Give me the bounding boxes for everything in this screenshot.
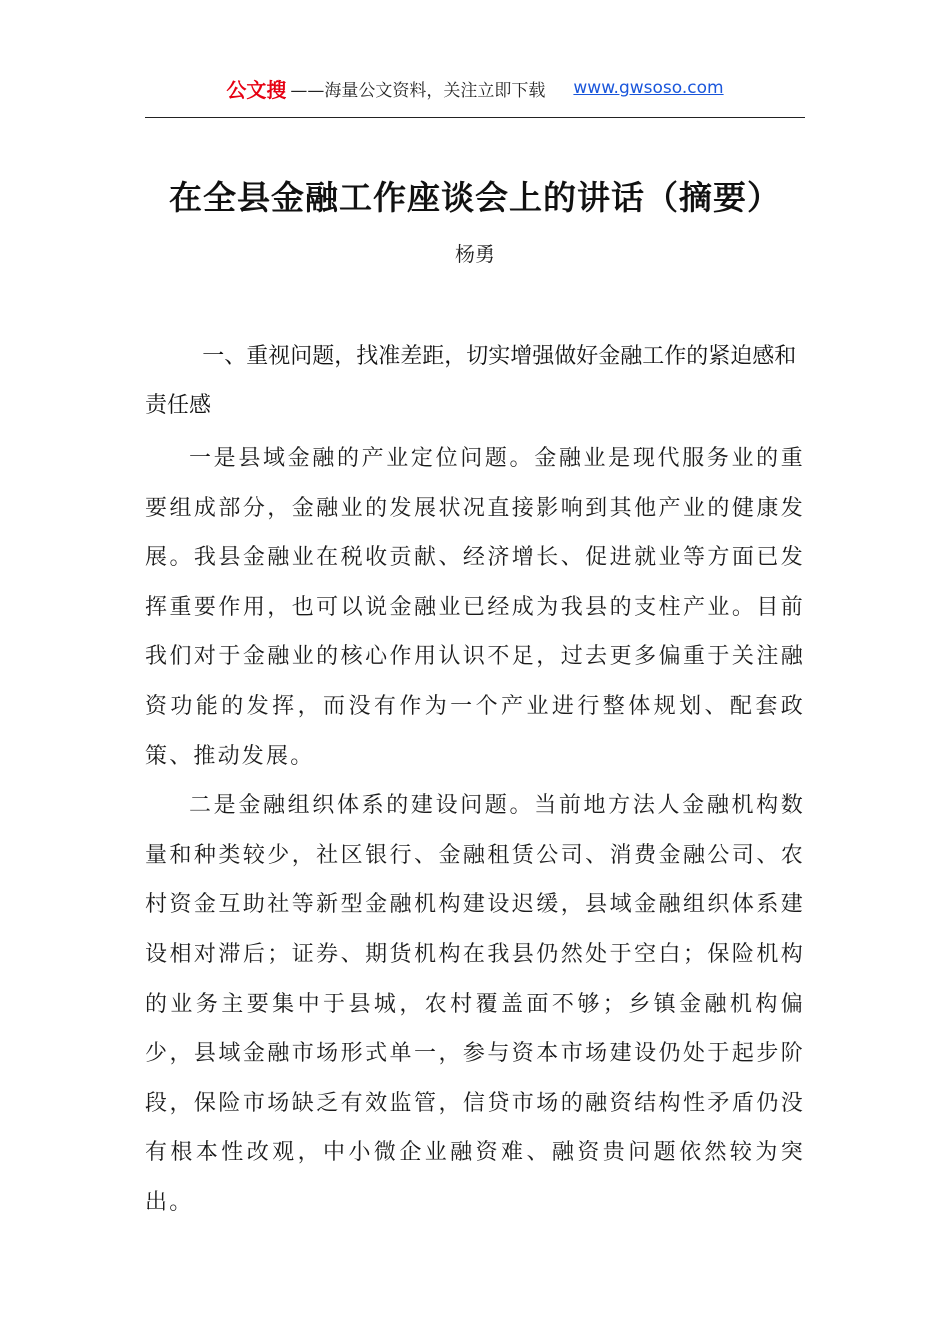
header-tagline: ——海量公文资料，关注立即下载 [290,80,546,101]
website-link[interactable]: www.gwsoso.com [573,78,724,98]
section-heading: 一、重视问题，找准差距，切实增强做好金融工作的紧迫感和责任感 [145,344,797,418]
body-paragraph: 一是县域金融的产业定位问题。金融业是现代服务业的重要组成部分，金融业的发展状况直接影响到其他产业的健康发展。我县金融业在税收贡献、经济增长、促进就业等方面已发挥重要作用，也可以说金融业已经成为我县的支柱产业。目前我们对于金融业的核心作用认识不足，过去更多偏重于关注融资功能的发挥，而没有作为一个产业进行整体规划、配套政策、推动发展。 [145,446,805,769]
document-title: 在全县金融工作座谈会上的讲话（摘要） [169,178,781,217]
document-body [145,332,805,1228]
document-author: 杨勇 [455,242,495,266]
brand-logo-text[interactable]: 公文搜 [226,77,287,102]
header-divider [145,117,805,118]
site-header [145,70,805,106]
body-paragraph: 二是金融组织体系的建设问题。当前地方法人金融机构数量和种类较少，社区银行、金融租赁公司、消费金融公司、农村资金互助社等新型金融机构建设迟缓，县域金融组织体系建设相对滞后；证券、期货机构在我县仍然处于空白；保险机构的业务主要集中于县城，农村覆盖面不够；乡镇金融机构偏少，县域金融市场形式单一，参与资本市场建设仍处于起步阶段，保险市场缺乏有效监管，信贷市场的融资结构性矛盾仍没有根本性改观，中小微企业融资难、融资贵问题依然较为突出。 [145,793,805,1215]
